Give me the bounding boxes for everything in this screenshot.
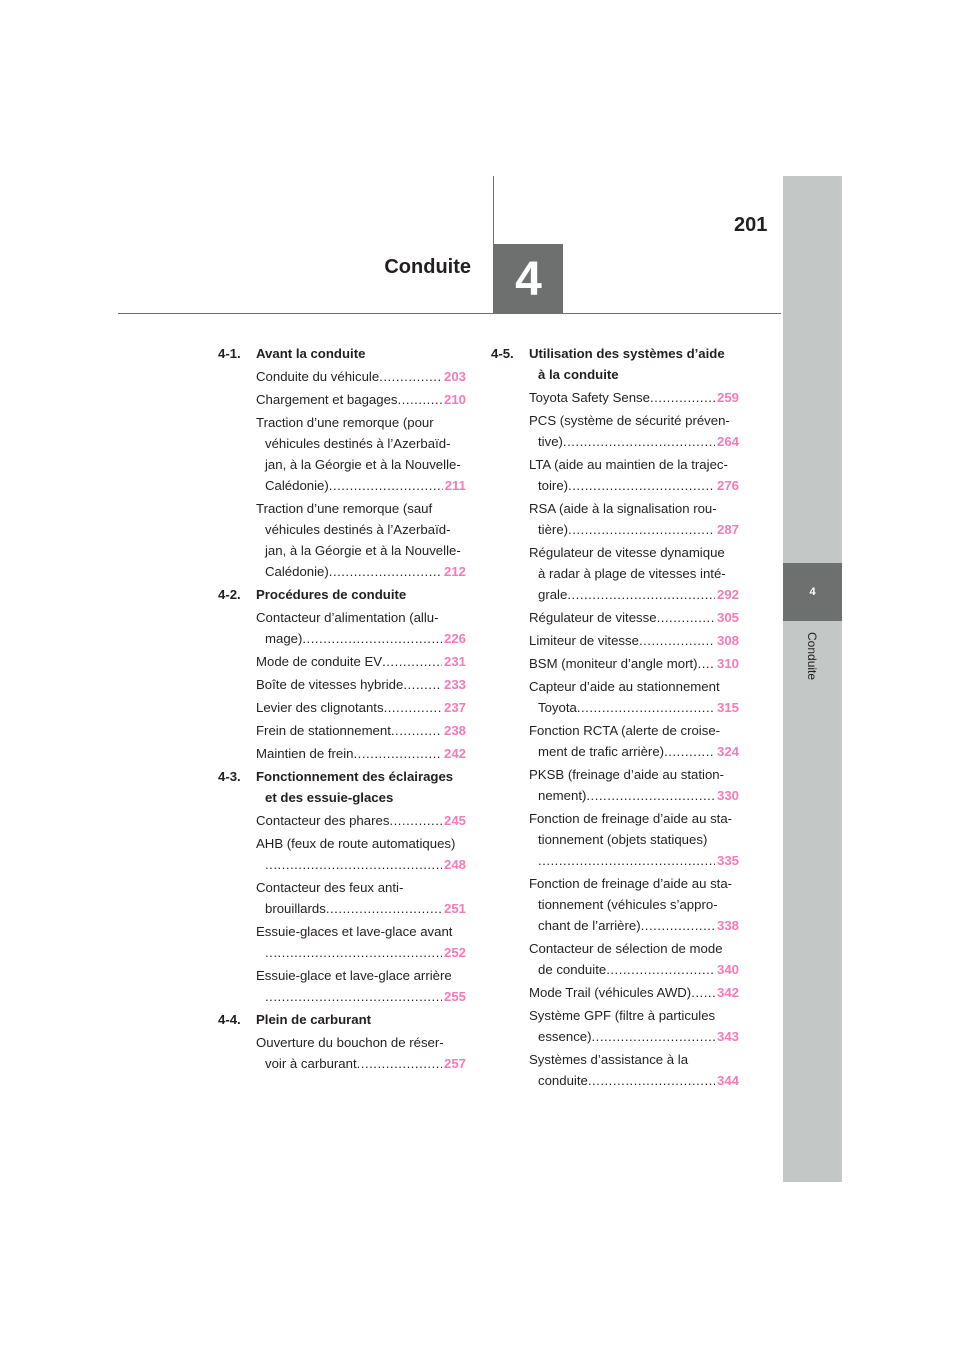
section-title (256, 1009, 466, 1030)
toc-entry[interactable] (256, 833, 466, 875)
toc-column-left (218, 343, 466, 1076)
dot-leader (403, 674, 442, 695)
dot-leader (641, 915, 715, 936)
entry-title-line: Essuie-glace et lave-glace arrière (256, 968, 452, 983)
entry-leader-line (256, 674, 466, 695)
entry-title-line: grale (538, 587, 568, 602)
entry-title-line: Mode Trail (véhicules AWD) (529, 985, 692, 1000)
toc-entry[interactable] (256, 921, 466, 963)
entry-leader-line (256, 942, 466, 963)
entry-leader-line (256, 1053, 466, 1074)
page-link[interactable]: 305 (716, 610, 739, 625)
page-link[interactable]: 344 (716, 1073, 739, 1088)
dot-leader (698, 653, 715, 674)
page-link[interactable]: 276 (716, 478, 739, 493)
entry-title-line: Traction d’une remorque (pour (256, 415, 434, 430)
section-entries (256, 810, 466, 1007)
entry-title-line: brouillards (265, 901, 326, 916)
entry-leader-line (529, 697, 739, 718)
entry-leader-line (256, 366, 466, 387)
toc-entry[interactable] (256, 389, 466, 410)
section-entries (256, 366, 466, 582)
entry-title-line: de conduite (538, 962, 607, 977)
toc-entry[interactable] (529, 542, 739, 605)
page-link[interactable]: 255 (443, 989, 466, 1004)
chapter-number-box: 4 (494, 244, 563, 314)
entry-title-line: Contacteur d’alimentation (allu- (256, 610, 439, 625)
entry-title-line: Contacteur des phares (256, 813, 390, 828)
entry-leader-line (256, 743, 466, 764)
entry-title-line: Toyota Safety Sense (529, 390, 650, 405)
page-link[interactable]: 310 (716, 656, 739, 671)
toc-entry[interactable] (529, 454, 739, 496)
toc-entry[interactable] (529, 387, 739, 408)
section-title-line: Procédures de conduite (256, 587, 407, 602)
entry-title-line: Maintien de frein (256, 746, 354, 761)
entry-title-line: Limiteur de vitesse (529, 633, 639, 648)
dot-leader (326, 898, 442, 919)
toc-entry[interactable] (529, 982, 739, 1003)
section-number: 4-4. (218, 1012, 241, 1027)
toc-entry[interactable] (529, 873, 739, 936)
entry-title-line: Chargement et bagages (256, 392, 398, 407)
toc-entry[interactable] (529, 764, 739, 806)
page-link[interactable]: 231 (443, 654, 466, 669)
entry-leader-line (256, 720, 466, 741)
entry-leader-line (256, 475, 466, 496)
dot-leader (357, 1053, 442, 1074)
entry-title-line: véhicules destinés à l’Azerbaïd- (265, 436, 451, 451)
page-link[interactable]: 287 (716, 522, 739, 537)
entry-title-line: Fonction de freinage d’aide au sta- (529, 876, 733, 891)
dot-leader (691, 982, 715, 1003)
side-tab-number: 4 (783, 563, 842, 621)
section-heading (491, 343, 739, 385)
page-link[interactable]: 259 (716, 390, 739, 405)
section-entries (529, 387, 739, 1091)
toc-entry[interactable] (529, 498, 739, 540)
side-tab-label: Conduite (805, 632, 819, 681)
section-number: 4-1. (218, 346, 241, 361)
dot-leader (606, 959, 715, 980)
section-heading (218, 343, 466, 364)
dot-leader (664, 741, 715, 762)
section-title-line: et des essuie-glaces (265, 790, 394, 805)
section-title (256, 343, 466, 364)
entry-title-line: Levier des clignotants (256, 700, 384, 715)
section-title (256, 584, 466, 605)
entry-title-line: Systèmes d’assistance à la (529, 1052, 689, 1067)
toc-entry[interactable] (256, 498, 466, 582)
entry-leader-line (529, 741, 739, 762)
toc-entry[interactable] (256, 697, 466, 718)
entry-title-line: toire) (538, 478, 569, 493)
entry-title-line: tionnement (véhicules s’appro- (538, 897, 718, 912)
page-link[interactable]: 226 (443, 631, 466, 646)
section-title (256, 766, 466, 808)
page-link[interactable]: 315 (716, 700, 739, 715)
entry-title-line: PKSB (freinage d’aide au station- (529, 767, 724, 782)
entry-leader-line (529, 850, 739, 871)
entry-title-line: véhicules destinés à l’Azerbaïd- (265, 522, 451, 537)
dot-leader (329, 561, 442, 582)
page-link[interactable]: 210 (443, 392, 466, 407)
toc-entry[interactable] (529, 676, 739, 718)
dot-leader (354, 743, 442, 764)
page-link[interactable]: 242 (443, 746, 466, 761)
page-link[interactable]: 324 (716, 744, 739, 759)
entry-leader-line (529, 387, 739, 408)
dot-leader (379, 366, 442, 387)
entry-title-line: Frein de stationnement (256, 723, 391, 738)
entry-title-line: Mode de conduite EV (256, 654, 383, 669)
entry-leader-line (529, 915, 739, 936)
entry-leader-line (529, 1070, 739, 1091)
dot-leader (588, 1070, 715, 1091)
dot-leader (265, 854, 442, 875)
entry-title-line: essence) (538, 1029, 592, 1044)
entry-leader-line (256, 986, 466, 1007)
entry-title-line: jan, à la Géorgie et à la Nouvelle- (265, 457, 461, 472)
entry-title-line: mage) (265, 631, 303, 646)
page-link[interactable]: 335 (716, 853, 739, 868)
entry-title-line: BSM (moniteur d’angle mort) (529, 656, 698, 671)
toc-entry[interactable] (256, 720, 466, 741)
dot-leader (586, 785, 715, 806)
entry-leader-line (256, 810, 466, 831)
toc-entry[interactable] (529, 1005, 739, 1047)
entry-title-line: Système GPF (filtre à particules (529, 1008, 716, 1023)
entry-leader-line (256, 389, 466, 410)
section-title-line: à la conduite (538, 367, 619, 382)
page-link[interactable]: 251 (443, 901, 466, 916)
entry-title-line: tionnement (objets statiques) (538, 832, 708, 847)
dot-leader (382, 651, 442, 672)
entry-title-line: Régulateur de vitesse dynamique (529, 545, 725, 560)
entry-title-line: Contacteur des feux anti- (256, 880, 404, 895)
header-horizontal-rule (118, 313, 781, 314)
toc-entry[interactable] (529, 938, 739, 980)
entry-title-line: Fonction RCTA (alerte de croise- (529, 723, 721, 738)
toc-entry[interactable] (256, 366, 466, 387)
page-link[interactable]: 257 (443, 1056, 466, 1071)
entry-leader-line (256, 898, 466, 919)
entry-title-line: Ouverture du bouchon de réser- (256, 1035, 444, 1050)
dot-leader (650, 387, 715, 408)
page-link[interactable]: 203 (443, 369, 466, 384)
entry-title-line: Toyota (538, 700, 577, 715)
section-heading (218, 1009, 466, 1030)
dot-leader (568, 519, 715, 540)
entry-title-line: Boîte de vitesses hybride (256, 677, 404, 692)
entry-title-line: Traction d’une remorque (sauf (256, 501, 433, 516)
entry-title-line: nement) (538, 788, 587, 803)
dot-leader (398, 389, 442, 410)
page-number: 201 (734, 214, 768, 236)
section-entries (256, 1032, 466, 1074)
dot-leader (384, 697, 442, 718)
section-title (529, 343, 739, 385)
entry-title-line: AHB (feux de route automatiques) (256, 836, 456, 851)
entry-title-line: chant de l’arrière) (538, 918, 641, 933)
entry-leader-line (256, 651, 466, 672)
section-heading (218, 584, 466, 605)
toc-entry[interactable] (256, 651, 466, 672)
toc-entry[interactable] (529, 410, 739, 452)
page-link[interactable]: 238 (443, 723, 466, 738)
dot-leader (567, 584, 715, 605)
toc-entry[interactable] (529, 720, 739, 762)
entry-title-line: ment de trafic arrière) (538, 744, 665, 759)
toc-entry[interactable] (256, 1032, 466, 1074)
toc-entry[interactable] (529, 808, 739, 871)
dot-leader (563, 431, 715, 452)
toc-entry[interactable] (529, 607, 739, 628)
entry-leader-line (529, 607, 739, 628)
page-link[interactable]: 343 (716, 1029, 739, 1044)
page-link[interactable]: 330 (716, 788, 739, 803)
toc-column-right (491, 343, 739, 1093)
page-link[interactable]: 252 (443, 945, 466, 960)
dot-leader (389, 810, 442, 831)
entry-leader-line (529, 653, 739, 674)
dot-leader (592, 1026, 715, 1047)
dot-leader (657, 607, 715, 628)
page-link[interactable]: 233 (443, 677, 466, 692)
entry-title-line: Calédonie) (265, 478, 329, 493)
chapter-title: Conduite (384, 256, 471, 278)
page-link[interactable]: 292 (716, 587, 739, 602)
page-link[interactable]: 211 (444, 478, 466, 493)
entry-leader-line (529, 959, 739, 980)
page-link[interactable]: 342 (716, 985, 739, 1000)
entry-title-line: Capteur d’aide au stationnement (529, 679, 720, 694)
toc-entry[interactable] (529, 1049, 739, 1091)
entry-title-line: Régulateur de vitesse (529, 610, 657, 625)
toc-entry[interactable] (256, 810, 466, 831)
toc-entry[interactable] (256, 412, 466, 496)
toc-entry[interactable] (256, 674, 466, 695)
dot-leader (302, 628, 442, 649)
entry-title-line: Essuie-glaces et lave-glace avant (256, 924, 453, 939)
section-title-line: Avant la conduite (256, 346, 366, 361)
entry-title-line: PCS (système de sécurité préven- (529, 413, 730, 428)
entry-leader-line (529, 431, 739, 452)
dot-leader (568, 475, 715, 496)
entry-leader-line (529, 630, 739, 651)
entry-leader-line (529, 475, 739, 496)
dot-leader (329, 475, 443, 496)
page-link[interactable]: 237 (443, 700, 466, 715)
dot-leader (391, 720, 442, 741)
section-heading (218, 766, 466, 808)
entry-title-line: Contacteur de sélection de mode (529, 941, 723, 956)
toc-entry[interactable] (529, 630, 739, 651)
entry-leader-line (256, 628, 466, 649)
entry-title-line: RSA (aide à la signalisation rou- (529, 501, 717, 516)
section-number: 4-2. (218, 587, 241, 602)
entry-leader-line (529, 584, 739, 605)
page-link[interactable]: 248 (443, 857, 466, 872)
section-number: 4-5. (491, 346, 514, 361)
entry-leader-line (256, 854, 466, 875)
entry-title-line: conduite (538, 1073, 588, 1088)
entry-title-line: Fonction de freinage d’aide au sta- (529, 811, 733, 826)
toc-entry[interactable] (256, 607, 466, 649)
page-link[interactable]: 212 (443, 564, 466, 579)
entry-leader-line (256, 561, 466, 582)
entry-title-line: Conduite du véhicule (256, 369, 380, 384)
dot-leader (577, 697, 715, 718)
page-link[interactable]: 264 (716, 434, 739, 449)
entry-title-line: LTA (aide au maintien de la trajec- (529, 457, 728, 472)
page-link[interactable]: 308 (716, 633, 739, 648)
entry-leader-line (529, 785, 739, 806)
toc-entry[interactable] (256, 965, 466, 1007)
dot-leader (538, 850, 715, 871)
entry-title-line: Calédonie) (265, 564, 329, 579)
page-link[interactable]: 245 (443, 813, 466, 828)
dot-leader (639, 630, 715, 651)
toc-entry[interactable] (529, 653, 739, 674)
entry-leader-line (529, 519, 739, 540)
section-title-line: Fonctionnement des éclairages (256, 769, 454, 784)
toc-entry[interactable] (256, 877, 466, 919)
section-number: 4-3. (218, 769, 241, 784)
entry-leader-line (529, 982, 739, 1003)
dot-leader (265, 986, 442, 1007)
dot-leader (265, 942, 442, 963)
entry-title-line: tière) (538, 522, 569, 537)
section-title-line: Utilisation des systèmes d’aide (529, 346, 725, 361)
section-title-line: Plein de carburant (256, 1012, 372, 1027)
entry-title-line: à radar à plage de vitesses inté- (538, 566, 726, 581)
entry-title-line: tive) (538, 434, 563, 449)
entry-leader-line (256, 697, 466, 718)
section-entries (256, 607, 466, 764)
entry-title-line: voir à carburant (265, 1056, 357, 1071)
toc-entry[interactable] (256, 743, 466, 764)
page-link[interactable]: 340 (716, 962, 739, 977)
entry-leader-line (529, 1026, 739, 1047)
entry-title-line: jan, à la Géorgie et à la Nouvelle- (265, 543, 461, 558)
page-link[interactable]: 338 (716, 918, 739, 933)
